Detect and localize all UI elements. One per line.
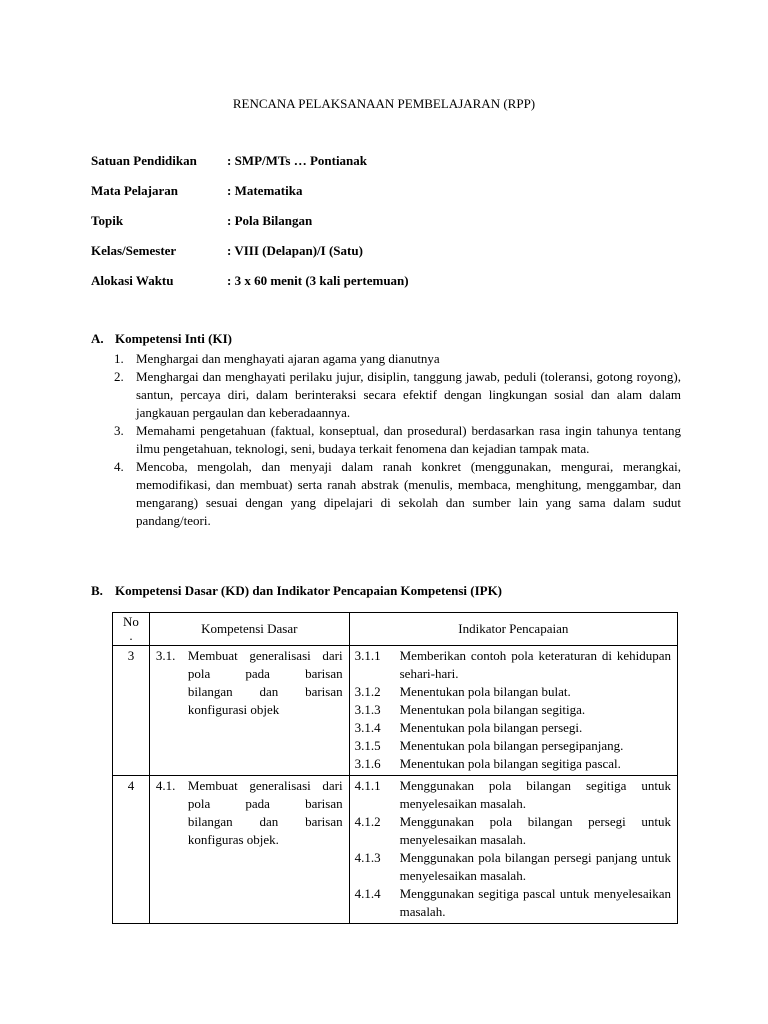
- ipk-number: 4.1.2: [354, 814, 381, 829]
- info-row-mapel: [91, 182, 691, 212]
- ki-list: [91, 350, 681, 530]
- list-text: Mencoba, mengolah, dan menyaji dalam ranah konkret (menggunakan, mengurai, merangkai, memodifikasi, dan membuat) serta ranah abstrak (menulis, membaca, menghitung, menggambar, dan mengarang) sesuai dengan yang dipelajari di sekolah dan sumber lain yang sama dalam sudut pandang/teori.: [136, 459, 681, 528]
- kd-line: pola pada barisan: [187, 666, 343, 681]
- ipk-item: [355, 701, 671, 719]
- kd-line: konfigurasi objek: [187, 702, 280, 717]
- info-value: : Matematika: [227, 183, 303, 198]
- section-letter: A.: [91, 331, 104, 346]
- ipk-item: [355, 755, 671, 773]
- kd-number: 4.1.: [155, 778, 176, 793]
- info-label: Mata Pelajaran: [91, 183, 179, 198]
- kd-line: bilangan dan barisan: [187, 684, 343, 699]
- list-text: Menghargai dan menghayati perilaku jujur, disiplin, tanggung jawab, peduli (toleransi, gotong royong), santun, percaya diri, dalam berinteraksi secara efektif dengan lingkungan sosial dan alam dalam jangkauan pergaulan dan keberadaannya.: [136, 369, 681, 420]
- kd-line: Membuat generalisasi dari: [187, 778, 343, 793]
- info-row-alokasi: [91, 272, 691, 302]
- ipk-number: 3.1.5: [354, 738, 381, 753]
- kd-lines: [188, 647, 343, 719]
- kd-line: bilangan dan barisan: [187, 814, 343, 829]
- kd-cell: [149, 646, 349, 776]
- list-item: [91, 458, 681, 530]
- ipk-text: Menggunakan segitiga pascal untuk menyelesaikan masalah.: [399, 886, 671, 919]
- kd-content: [156, 647, 343, 719]
- row-no: 3: [113, 646, 150, 776]
- ipk-number: 4.1.4: [354, 886, 381, 901]
- ipk-number: 3.1.3: [354, 702, 381, 717]
- list-number: 4.: [114, 459, 124, 474]
- section-title: Kompetensi Dasar (KD) dan Indikator Pencapaian Kompetensi (IPK): [115, 583, 503, 598]
- ipk-text: Menentukan pola bilangan persegipanjang.: [399, 738, 624, 753]
- section-letter: B.: [91, 583, 103, 598]
- ipk-item: [355, 885, 671, 921]
- list-item: [91, 368, 681, 422]
- info-row-satuan: [91, 152, 691, 182]
- ipk-text: Menentukan pola bilangan persegi.: [399, 720, 583, 735]
- ipk-text: Memberikan contoh pola keteraturan di kehidupan sehari-hari.: [399, 648, 671, 681]
- table-row: [113, 776, 678, 924]
- ipk-item: [355, 849, 671, 885]
- ipk-text: Menentukan pola bilangan segitiga.: [399, 702, 586, 717]
- list-text: Memahami pengetahuan (faktual, konseptual, dan prosedural) berdasarkan rasa ingin tahunya tentang ilmu pengetahuan, teknologi, seni, budaya terkait fenomena dan kejadian tampak mata.: [136, 423, 681, 456]
- row-no: 4: [113, 776, 150, 924]
- list-number: 2.: [114, 369, 124, 384]
- header-ipk: Indikator Pencapaian: [349, 613, 677, 646]
- header-kd: Kompetensi Dasar: [149, 613, 349, 646]
- table-header-row: [113, 613, 678, 646]
- ipk-item: [355, 719, 671, 737]
- list-text: Menghargai dan menghayati ajaran agama yang dianutnya: [136, 351, 440, 366]
- ipk-number: 3.1.4: [354, 720, 381, 735]
- info-block: [91, 152, 691, 302]
- list-number: 3.: [114, 423, 124, 438]
- table-row: [113, 646, 678, 776]
- section-kompetensi-inti: [91, 330, 681, 530]
- ipk-item: [355, 813, 671, 849]
- info-value: : Pola Bilangan: [227, 213, 313, 228]
- info-label: Kelas/Semester: [91, 243, 177, 258]
- ipk-cell: [349, 776, 677, 924]
- ipk-cell: [349, 646, 677, 776]
- ipk-item: [355, 777, 671, 813]
- kd-content: [156, 777, 343, 849]
- kd-line: pola pada barisan: [187, 796, 343, 811]
- ipk-text: Menggunakan pola bilangan persegi untuk menyelesaikan masalah.: [399, 814, 671, 847]
- kd-lines: [188, 777, 343, 849]
- kd-line: konfiguras objek.: [187, 832, 279, 847]
- section-kompetensi-dasar-heading: [91, 582, 691, 602]
- info-value: : VIII (Delapan)/I (Satu): [227, 243, 363, 258]
- ipk-number: 4.1.3: [354, 850, 381, 865]
- info-value: : SMP/MTs … Pontianak: [227, 153, 368, 168]
- ipk-text: Menggunakan pola bilangan persegi panjang untuk menyelesaikan masalah.: [399, 850, 671, 883]
- section-heading: [91, 330, 681, 350]
- info-label: Topik: [91, 213, 124, 228]
- ipk-item: [355, 737, 671, 755]
- info-label: Alokasi Waktu: [91, 273, 174, 288]
- header-no: No .: [113, 613, 150, 646]
- info-label: Satuan Pendidikan: [91, 153, 197, 168]
- ipk-item: [355, 683, 671, 701]
- ipk-text: Menentukan pola bilangan segitiga pascal.: [399, 756, 621, 771]
- ipk-text: Menggunakan pola bilangan segitiga untuk menyelesaikan masalah.: [399, 778, 671, 811]
- section-title: Kompetensi Inti (KI): [115, 331, 232, 346]
- kd-cell: [149, 776, 349, 924]
- info-row-kelas: [91, 242, 691, 272]
- kd-ipk-table: [112, 612, 678, 924]
- list-item: [91, 350, 681, 368]
- ipk-number: 3.1.1: [354, 648, 381, 663]
- list-number: 1.: [114, 351, 124, 366]
- info-row-topik: [91, 212, 691, 242]
- info-value: : 3 x 60 menit (3 kali pertemuan): [227, 273, 409, 288]
- list-item: [91, 422, 681, 458]
- kd-line: Membuat generalisasi dari: [187, 648, 343, 663]
- ipk-number: 4.1.1: [354, 778, 381, 793]
- ipk-number: 3.1.2: [354, 684, 381, 699]
- kd-number: 3.1.: [155, 648, 176, 663]
- document-title: RENCANA PELAKSANAAN PEMBELAJARAN (RPP): [232, 96, 536, 111]
- ipk-number: 3.1.6: [354, 756, 381, 771]
- ipk-item: [355, 647, 671, 683]
- ipk-text: Menentukan pola bilangan bulat.: [399, 684, 571, 699]
